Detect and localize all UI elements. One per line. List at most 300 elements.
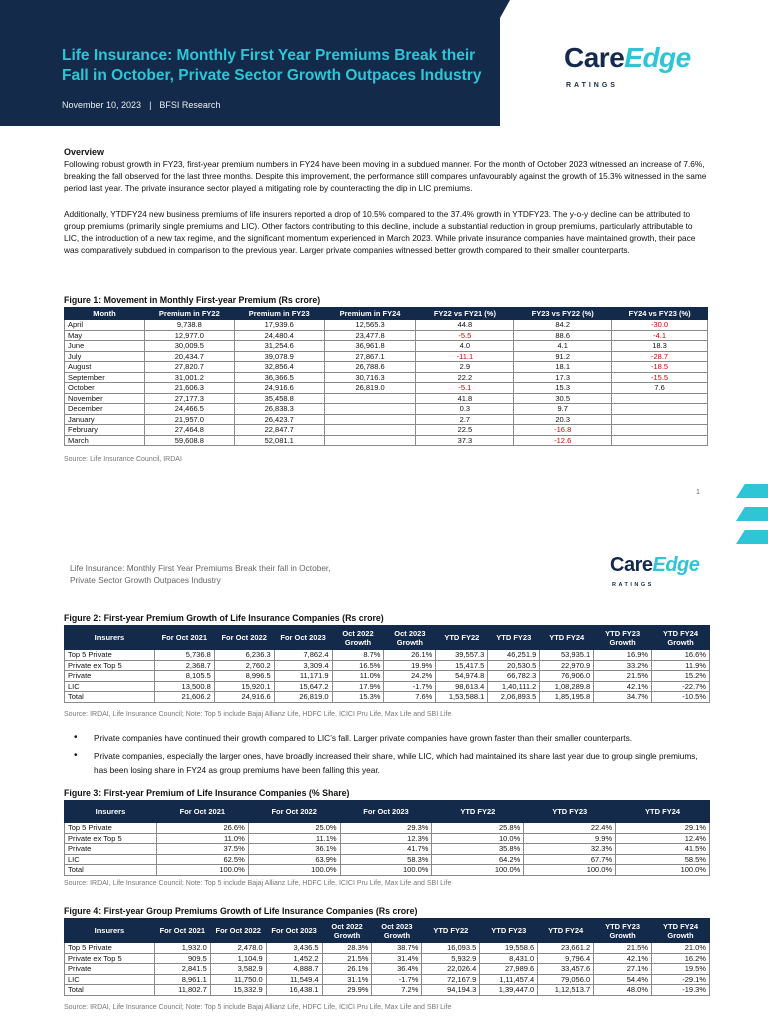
column-header: YTD FY22 <box>422 919 480 943</box>
column-header: Insurers <box>65 919 155 943</box>
table-cell: 100.0% <box>616 865 710 876</box>
row-label: November <box>65 393 145 404</box>
table-cell: 15,417.5 <box>436 660 488 671</box>
page-number: 1 <box>696 489 700 496</box>
table-cell: 54,974.8 <box>436 671 488 682</box>
logo-care-text: Care <box>564 42 625 73</box>
table-cell: 29.1% <box>616 823 710 834</box>
table-cell: 31.4% <box>372 953 422 964</box>
running-header <box>70 562 331 586</box>
row-label: Total <box>65 692 155 703</box>
table-cell: 98,613.4 <box>436 681 488 692</box>
table-cell: 20.3 <box>514 414 612 425</box>
report-meta <box>62 100 220 110</box>
column-header: For Oct 2021 <box>154 626 214 650</box>
decorative-stripe <box>736 530 768 544</box>
column-header: FY23 vs FY22 (%) <box>514 308 612 320</box>
table-cell: 2,760.2 <box>214 660 274 671</box>
row-label: March <box>65 435 145 446</box>
table-cell: 24,916.6 <box>234 383 324 394</box>
table-row <box>65 943 710 954</box>
row-label: Top 5 Private <box>65 943 155 954</box>
table-cell: 21,606.3 <box>144 383 234 394</box>
table-cell: 21.5% <box>594 943 652 954</box>
table-cell: 34.7% <box>594 692 652 703</box>
table-cell: 25.8% <box>432 823 524 834</box>
table-cell: -5.5 <box>416 330 514 341</box>
table-cell: 52,081.1 <box>234 435 324 446</box>
table-cell: 37.3 <box>416 435 514 446</box>
table-cell: 15.3% <box>332 692 384 703</box>
table-cell: 41.5% <box>616 844 710 855</box>
table-row <box>65 833 710 844</box>
table-row <box>65 425 708 436</box>
table-cell: 22.5 <box>416 425 514 436</box>
column-header: Premium in FY24 <box>324 308 416 320</box>
table-cell: 19.5% <box>652 964 710 975</box>
figure-4-table <box>64 918 710 996</box>
decorative-stripe <box>736 484 768 498</box>
table-row <box>65 692 710 703</box>
table-cell: 11.1% <box>248 833 340 844</box>
table-cell: 32,856.4 <box>234 362 324 373</box>
column-header: Oct 2023 Growth <box>372 919 422 943</box>
report-title: Life Insurance: Monthly First Year Premiums Break their Fall in October, Private Sector Growth Outpaces Industry <box>62 47 482 84</box>
table-cell: 12,977.0 <box>144 330 234 341</box>
table-cell: -19.3% <box>652 985 710 996</box>
table-cell: 31.1% <box>322 974 372 985</box>
table-cell: 27,177.3 <box>144 393 234 404</box>
table-cell: -22.7% <box>652 681 710 692</box>
table-cell: 16.9% <box>594 650 652 661</box>
column-header: YTD FY24 Growth <box>652 626 710 650</box>
table-cell: -5.1 <box>416 383 514 394</box>
table-cell: 7.6% <box>384 692 436 703</box>
table-cell: 2.9 <box>416 362 514 373</box>
table-row <box>65 383 708 394</box>
table-cell: 15.2% <box>652 671 710 682</box>
table-cell: 2,368.7 <box>154 660 214 671</box>
table-cell: 100.0% <box>156 865 248 876</box>
table-cell: 22,847.7 <box>234 425 324 436</box>
table-cell: 21.0% <box>652 943 710 954</box>
table-cell: 1,85,195.8 <box>540 692 594 703</box>
table-cell: 26.1% <box>322 964 372 975</box>
figure-1-title: Figure 1: Movement in Monthly First-year Premium (Rs crore) <box>64 295 321 305</box>
table-cell: 41.8 <box>416 393 514 404</box>
table-cell: 63.9% <box>248 854 340 865</box>
table-cell: 27,464.8 <box>144 425 234 436</box>
table-cell: 18.3 <box>612 341 708 352</box>
column-header: For Oct 2023 <box>340 801 432 823</box>
table-cell: 1,12,513.7 <box>538 985 594 996</box>
table-cell: 42.1% <box>594 953 652 964</box>
table-cell: 24,480.4 <box>234 330 324 341</box>
table-cell: 91.2 <box>514 351 612 362</box>
figure-3-source: Source: IRDAI, Life Insurance Council; Note: Top 5 include Bajaj Allianz Life, HDFC Life, ICICI Pru Life, Max Life and SBI Life <box>64 880 452 887</box>
table-row <box>65 844 710 855</box>
table-cell: 1,932.0 <box>154 943 210 954</box>
logo-edge-text: Edge <box>624 42 691 73</box>
table-row <box>65 372 708 383</box>
table-cell: 53,935.1 <box>540 650 594 661</box>
table-cell: 11,802.7 <box>154 985 210 996</box>
table-cell: 4.1 <box>514 341 612 352</box>
table-cell: 72,167.9 <box>422 974 480 985</box>
table-cell: 76,906.0 <box>540 671 594 682</box>
table-cell: 17.9% <box>332 681 384 692</box>
table-cell: 67.7% <box>524 854 616 865</box>
table-cell: 9.7 <box>514 404 612 415</box>
column-header: For Oct 2023 <box>266 919 322 943</box>
table-cell: 1,08,289.8 <box>540 681 594 692</box>
column-header: For Oct 2021 <box>154 919 210 943</box>
table-cell: 16.2% <box>652 953 710 964</box>
table-cell: 11,750.0 <box>210 974 266 985</box>
table-cell: 7.2% <box>372 985 422 996</box>
row-label: Private <box>65 671 155 682</box>
table-cell: 26,838.3 <box>234 404 324 415</box>
table-cell: 30.5 <box>514 393 612 404</box>
row-label: Private <box>65 964 155 975</box>
column-header: YTD FY23 Growth <box>594 626 652 650</box>
table-cell: 62.5% <box>156 854 248 865</box>
table-cell: 94,194.3 <box>422 985 480 996</box>
column-header: For Oct 2021 <box>156 801 248 823</box>
column-header: YTD FY22 <box>436 626 488 650</box>
table-cell: -29.1% <box>652 974 710 985</box>
table-cell: 3,309.4 <box>274 660 332 671</box>
table-cell: 8.7% <box>332 650 384 661</box>
table-cell: 9,796.4 <box>538 953 594 964</box>
row-label: April <box>65 320 145 331</box>
table-cell: 0.3 <box>416 404 514 415</box>
table-cell: 16,438.1 <box>266 985 322 996</box>
column-header: FY22 vs FY21 (%) <box>416 308 514 320</box>
table-cell: 58.3% <box>340 854 432 865</box>
table-cell: 9.9% <box>524 833 616 844</box>
table-cell: 21.5% <box>594 671 652 682</box>
table-cell: 33,457.6 <box>538 964 594 975</box>
overview-paragraph-1: Following robust growth in FY23, first-year premium numbers in FY24 have been moving in a subdued manner. For the month of October 2023 witnessed an increase of 7.6%, breaking the fall observed for the last three months. Despite this improvement, the performance still compares unfavourably against the growth of 15.3% witnessed in the same period last year. The private insurance sector played a mitigating role by counteracting the dip in LIC premiums. <box>64 159 707 193</box>
table-cell: 7.6 <box>612 383 708 394</box>
table-cell: -15.5 <box>612 372 708 383</box>
table-cell: 2,06,893.5 <box>488 692 540 703</box>
column-header: FY24 vs FY23 (%) <box>612 308 708 320</box>
row-label: September <box>65 372 145 383</box>
table-cell: 35.8% <box>432 844 524 855</box>
table-row <box>65 320 708 331</box>
table-cell: 8,105.5 <box>154 671 214 682</box>
table-cell: 2.7 <box>416 414 514 425</box>
table-row <box>65 404 708 415</box>
column-header: YTD FY24 <box>540 626 594 650</box>
table-cell: 64.2% <box>432 854 524 865</box>
table-cell: 36,961.8 <box>324 341 416 352</box>
report-date: November 10, 2023 <box>62 100 142 110</box>
table-cell: -1.7% <box>384 681 436 692</box>
table-cell: 26.1% <box>384 650 436 661</box>
table-cell: 4.0 <box>416 341 514 352</box>
table-cell: -12.6 <box>514 435 612 446</box>
row-label: December <box>65 404 145 415</box>
running-header-line-2: Private Sector Growth Outpaces Industry <box>70 575 221 585</box>
table-cell <box>612 414 708 425</box>
decorative-stripe <box>736 507 768 521</box>
meta-separator: | <box>149 100 152 110</box>
table-cell: -4.1 <box>612 330 708 341</box>
table-cell: 15,647.2 <box>274 681 332 692</box>
logo-ratings-text: RATINGS <box>566 82 618 89</box>
table-cell: 22,026.4 <box>422 964 480 975</box>
table-cell <box>324 414 416 425</box>
figure-4-title: Figure 4: First-year Group Premiums Growth of Life Insurance Companies (Rs crore) <box>64 906 418 916</box>
table-cell: 15.3 <box>514 383 612 394</box>
column-header: For Oct 2022 <box>214 626 274 650</box>
table-cell: 21,606.2 <box>154 692 214 703</box>
table-cell: 100.0% <box>340 865 432 876</box>
table-cell: 11,171.9 <box>274 671 332 682</box>
row-label: June <box>65 341 145 352</box>
column-header: YTD FY23 <box>488 626 540 650</box>
table-cell: 2,841.5 <box>154 964 210 975</box>
table-header-row <box>65 919 710 943</box>
table-cell: -18.5 <box>612 362 708 373</box>
column-header: For Oct 2022 <box>248 801 340 823</box>
table-cell: 2,478.0 <box>210 943 266 954</box>
table-cell: 39,078.9 <box>234 351 324 362</box>
table-cell: 1,104.9 <box>210 953 266 964</box>
table-cell: 22,970.9 <box>540 660 594 671</box>
report-department: BFSI Research <box>159 100 221 110</box>
table-cell: 8,996.5 <box>214 671 274 682</box>
table-cell: 3,582.9 <box>210 964 266 975</box>
table-cell: 17.3 <box>514 372 612 383</box>
table-cell: 10.0% <box>432 833 524 844</box>
table-cell <box>612 404 708 415</box>
key-points-list <box>82 731 712 781</box>
row-label: February <box>65 425 145 436</box>
table-cell: 21,957.0 <box>144 414 234 425</box>
row-label: LIC <box>65 974 155 985</box>
figure-3-table <box>64 800 710 876</box>
table-cell: 6,236.3 <box>214 650 274 661</box>
table-cell: 35,458.8 <box>234 393 324 404</box>
column-header: YTD FY24 <box>538 919 594 943</box>
table-cell: 26,819.0 <box>274 692 332 703</box>
table-cell: 39,557.3 <box>436 650 488 661</box>
table-row <box>65 414 708 425</box>
column-header: For Oct 2022 <box>210 919 266 943</box>
table-cell: 48.0% <box>594 985 652 996</box>
table-cell: 26,788.6 <box>324 362 416 373</box>
running-header-line-1: Life Insurance: Monthly First Year Premiums Break their fall in October, <box>70 563 331 573</box>
table-cell: 79,056.0 <box>538 974 594 985</box>
table-row <box>65 393 708 404</box>
table-cell: 5,932.9 <box>422 953 480 964</box>
figure-3-title: Figure 3: First-year Premium of Life Insurance Companies (% Share) <box>64 788 350 798</box>
row-label: LIC <box>65 681 155 692</box>
column-header: Oct 2023 Growth <box>384 626 436 650</box>
table-cell <box>324 393 416 404</box>
table-cell: 25.0% <box>248 823 340 834</box>
table-cell: 37.5% <box>156 844 248 855</box>
table-cell: 36.1% <box>248 844 340 855</box>
table-row <box>65 865 710 876</box>
table-cell: 16,093.5 <box>422 943 480 954</box>
table-cell: -10.5% <box>652 692 710 703</box>
column-header: Premium in FY23 <box>234 308 324 320</box>
table-cell: 26,819.0 <box>324 383 416 394</box>
list-item: • Private companies, especially the larger ones, have broadly increased their share, while LIC, which had maintained its share last year due to group single premiums, has been losing share in FY24 as group premiums have been falling this year. <box>82 749 712 777</box>
table-cell: 12,565.3 <box>324 320 416 331</box>
table-cell: 20,530.5 <box>488 660 540 671</box>
table-row <box>65 953 710 964</box>
row-label: Private ex Top 5 <box>65 660 155 671</box>
table-header-row <box>65 801 710 823</box>
table-row <box>65 650 710 661</box>
table-cell: 66,782.3 <box>488 671 540 682</box>
table-cell: 1,53,588.1 <box>436 692 488 703</box>
column-header: Month <box>65 308 145 320</box>
table-cell <box>612 393 708 404</box>
column-header: YTD FY24 Growth <box>652 919 710 943</box>
table-cell: 16.5% <box>332 660 384 671</box>
column-header: YTD FY23 <box>480 919 538 943</box>
table-cell: 100.0% <box>432 865 524 876</box>
table-cell: 24,916.6 <box>214 692 274 703</box>
table-cell: 11.0% <box>332 671 384 682</box>
table-cell: 21.5% <box>322 953 372 964</box>
table-cell: 17,939.6 <box>234 320 324 331</box>
table-cell: 46,251.9 <box>488 650 540 661</box>
table-cell: 26.6% <box>156 823 248 834</box>
column-header: Oct 2022 Growth <box>322 919 372 943</box>
table-cell: 30,716.3 <box>324 372 416 383</box>
table-row <box>65 435 708 446</box>
table-row <box>65 671 710 682</box>
table-cell <box>324 435 416 446</box>
table-cell: 100.0% <box>524 865 616 876</box>
column-header: Premium in FY22 <box>144 308 234 320</box>
table-cell: 29.3% <box>340 823 432 834</box>
table-cell: 15,920.1 <box>214 681 274 692</box>
table-cell: 19.9% <box>384 660 436 671</box>
overview-paragraph-2: Additionally, YTDFY24 new business premiums of life insurers reported a drop of 10.5% compared to the 37.4% growth in YTDFY23. The y-o-y decline can be attributed to group premiums (primarily single premiums and LIC). Other factors contributing to this decline, include a substantial reduction in group premiums, particularly attributable to LIC, the introduction of a new tax regime, and the significant momentum experienced in March 2023. While private insurance companies have maintained growth, their pace was comparatively subdued in comparison to the previous year. Larger private companies witnessed better growth compared to their smaller counterparts. <box>64 209 696 255</box>
table-cell: 909.5 <box>154 953 210 964</box>
table-cell: 23,477.8 <box>324 330 416 341</box>
table-cell: 9,738.8 <box>144 320 234 331</box>
column-header: YTD FY23 <box>524 801 616 823</box>
table-cell: -1.7% <box>372 974 422 985</box>
table-cell: -28.7 <box>612 351 708 362</box>
table-cell: 28.3% <box>322 943 372 954</box>
table-cell: 33.2% <box>594 660 652 671</box>
table-row <box>65 660 710 671</box>
table-cell: 42.1% <box>594 681 652 692</box>
table-cell: 84.2 <box>514 320 612 331</box>
column-header: Oct 2022 Growth <box>332 626 384 650</box>
row-label: January <box>65 414 145 425</box>
row-label: Top 5 Private <box>65 823 157 834</box>
figure-1-source: Source: Life Insurance Council, IRDAI <box>64 456 182 463</box>
table-row <box>65 330 708 341</box>
table-row <box>65 823 710 834</box>
figure-2-table <box>64 625 710 703</box>
table-row <box>65 974 710 985</box>
table-row <box>65 341 708 352</box>
column-header: Insurers <box>65 626 155 650</box>
table-row <box>65 351 708 362</box>
figure-2-title: Figure 2: First-year Premium Growth of Life Insurance Companies (Rs crore) <box>64 613 384 623</box>
list-item: • Private companies have continued their growth compared to LIC’s fall. Larger private companies have grown faster than their smaller counterparts. <box>82 731 712 745</box>
table-cell: 1,452.2 <box>266 953 322 964</box>
table-cell: 8,431.0 <box>480 953 538 964</box>
table-cell: 27,989.6 <box>480 964 538 975</box>
table-cell: 16.6% <box>652 650 710 661</box>
column-header: Insurers <box>65 801 157 823</box>
row-label: Total <box>65 985 155 996</box>
logo-edge-text: Edge <box>652 554 700 576</box>
table-cell: 4,888.7 <box>266 964 322 975</box>
table-cell <box>612 435 708 446</box>
table-cell: 100.0% <box>248 865 340 876</box>
table-cell: 27,820.7 <box>144 362 234 373</box>
logo-ratings-text: RATINGS <box>612 582 654 588</box>
table-cell: 30,009.5 <box>144 341 234 352</box>
table-cell: -16.8 <box>514 425 612 436</box>
table-cell: 7,862.4 <box>274 650 332 661</box>
table-cell: 19,558.6 <box>480 943 538 954</box>
table-cell: 58.5% <box>616 854 710 865</box>
table-cell: 18.1 <box>514 362 612 373</box>
table-cell: -11.1 <box>416 351 514 362</box>
careedge-logo <box>564 44 691 100</box>
table-cell: 31,001.2 <box>144 372 234 383</box>
table-cell: 38.7% <box>372 943 422 954</box>
table-cell: 32.3% <box>524 844 616 855</box>
row-label: Private ex Top 5 <box>65 953 155 964</box>
table-cell: 88.6 <box>514 330 612 341</box>
table-cell: 15,332.9 <box>210 985 266 996</box>
table-header-row <box>65 626 710 650</box>
table-cell: 59,608.8 <box>144 435 234 446</box>
logo-care-text: Care <box>610 554 653 576</box>
table-cell <box>324 404 416 415</box>
table-cell: 27,867.1 <box>324 351 416 362</box>
table-cell: 8,961.1 <box>154 974 210 985</box>
table-cell: 23,661.2 <box>538 943 594 954</box>
row-label: Private <box>65 844 157 855</box>
table-cell: 31,254.6 <box>234 341 324 352</box>
table-cell <box>612 425 708 436</box>
row-label: August <box>65 362 145 373</box>
table-cell: 1,40,111.2 <box>488 681 540 692</box>
table-row <box>65 985 710 996</box>
row-label: LIC <box>65 854 157 865</box>
table-cell: 1,39,447.0 <box>480 985 538 996</box>
column-header: YTD FY24 <box>616 801 710 823</box>
row-label: Private ex Top 5 <box>65 833 157 844</box>
table-cell: 27.1% <box>594 964 652 975</box>
table-cell: 11.9% <box>652 660 710 671</box>
table-row <box>65 362 708 373</box>
table-cell: 13,500.8 <box>154 681 214 692</box>
table-cell: 36.4% <box>372 964 422 975</box>
column-header: For Oct 2023 <box>274 626 332 650</box>
table-row <box>65 964 710 975</box>
table-cell: 1,11,457.4 <box>480 974 538 985</box>
